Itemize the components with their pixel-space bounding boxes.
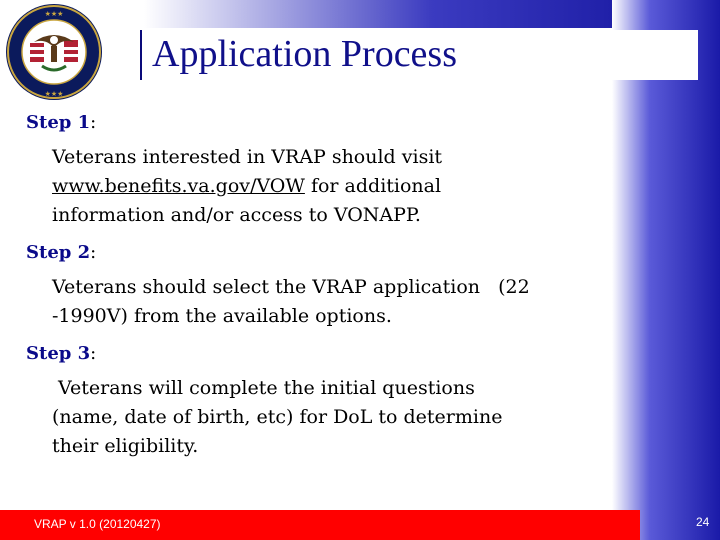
svg-text:★★★: ★★★ — [44, 10, 64, 18]
step-1-label: Step 1 — [26, 112, 91, 133]
step-3-colon: : — [90, 343, 97, 364]
benefits-link[interactable]: www.benefits.va.gov/VOW — [52, 175, 305, 197]
step-1-text — [52, 143, 626, 230]
step-3 — [26, 343, 626, 461]
svg-text:★★★: ★★★ — [44, 90, 64, 98]
page-number: 24 — [696, 515, 710, 529]
footer-version: VRAP v 1.0 (20120427) — [34, 517, 161, 531]
va-seal-icon — [4, 2, 104, 102]
side-band — [612, 0, 720, 540]
page-title: Application Process — [152, 33, 458, 75]
step-3-line-2: (name, date of birth, etc) for DoL to determine — [52, 406, 503, 428]
step-1-line-2-rest: for additional — [304, 175, 442, 197]
step-1-colon: : — [90, 112, 97, 133]
step-2-line-1: Veterans should select the VRAP application (22 — [52, 276, 530, 298]
step-2-colon: : — [90, 242, 97, 263]
steps-list — [26, 112, 626, 473]
step-1-heading — [26, 112, 626, 133]
step-1 — [26, 112, 626, 230]
step-1-line-1: Veterans interested in VRAP should visit — [52, 146, 443, 168]
step-2-line-2: -1990V) from the available options. — [52, 305, 392, 327]
step-3-text — [52, 374, 626, 461]
step-1-line-3: information and/or access to VONAPP. — [52, 204, 421, 226]
step-3-line-1: Veterans will complete the initial questions — [52, 377, 475, 399]
step-2 — [26, 242, 626, 331]
step-3-line-3: their eligibility. — [52, 435, 199, 457]
step-3-heading — [26, 343, 626, 364]
step-2-heading — [26, 242, 626, 263]
step-2-label: Step 2 — [26, 242, 91, 263]
step-2-text — [52, 273, 626, 331]
step-3-label: Step 3 — [26, 343, 91, 364]
